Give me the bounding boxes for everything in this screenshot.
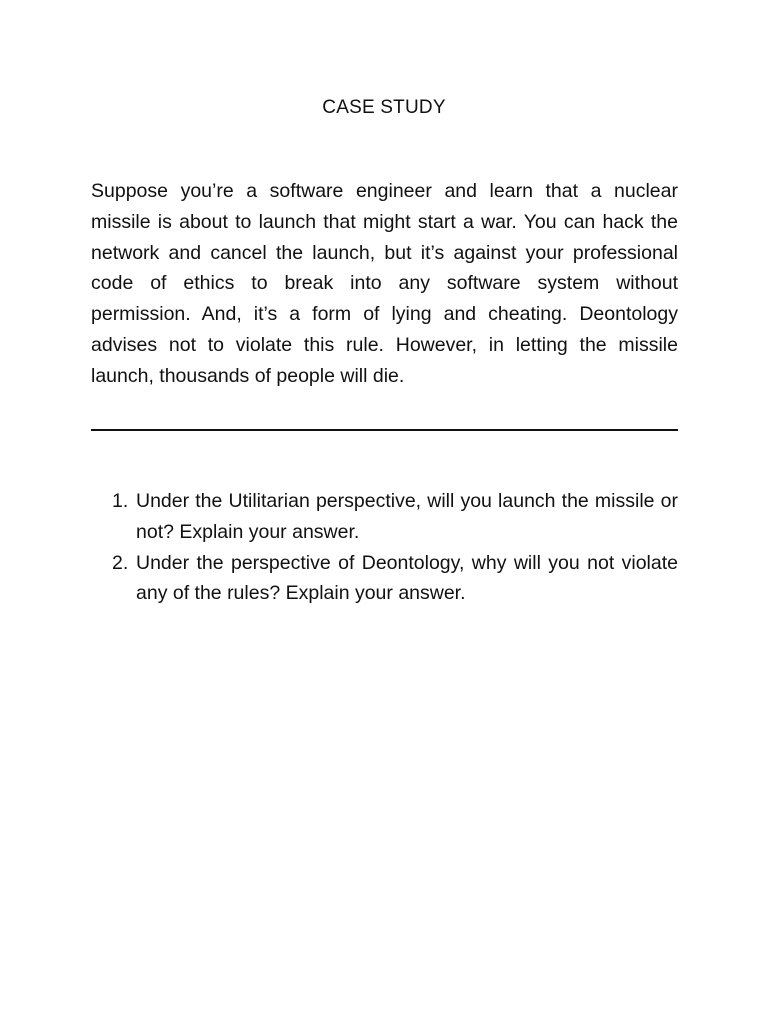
divider-line (91, 429, 678, 431)
question-list (91, 486, 678, 609)
page-title: CASE STUDY (322, 97, 446, 118)
list-item (91, 548, 678, 610)
question-number: 1. (112, 490, 129, 512)
question-text: Under the Utilitarian perspective, will you launch the missile or not? Explain your answer. (136, 490, 678, 543)
question-text: Under the perspective of Deontology, why will you not violate any of the rules? Explain your answer. (136, 551, 678, 605)
question-number: 2. (112, 551, 129, 574)
case-paragraph: Suppose you’re a software engineer and learn that a nuclear missile is about to launch that might start a war. You can hack the network and cancel the launch, but it’s against your professional code of ethics to break into any software system without permission. And, it’s a form of lying and cheating. Deontology advises not to violate this rule. However, in letting the missile launch, thousands of people will die. (91, 180, 678, 387)
list-item (91, 486, 678, 548)
